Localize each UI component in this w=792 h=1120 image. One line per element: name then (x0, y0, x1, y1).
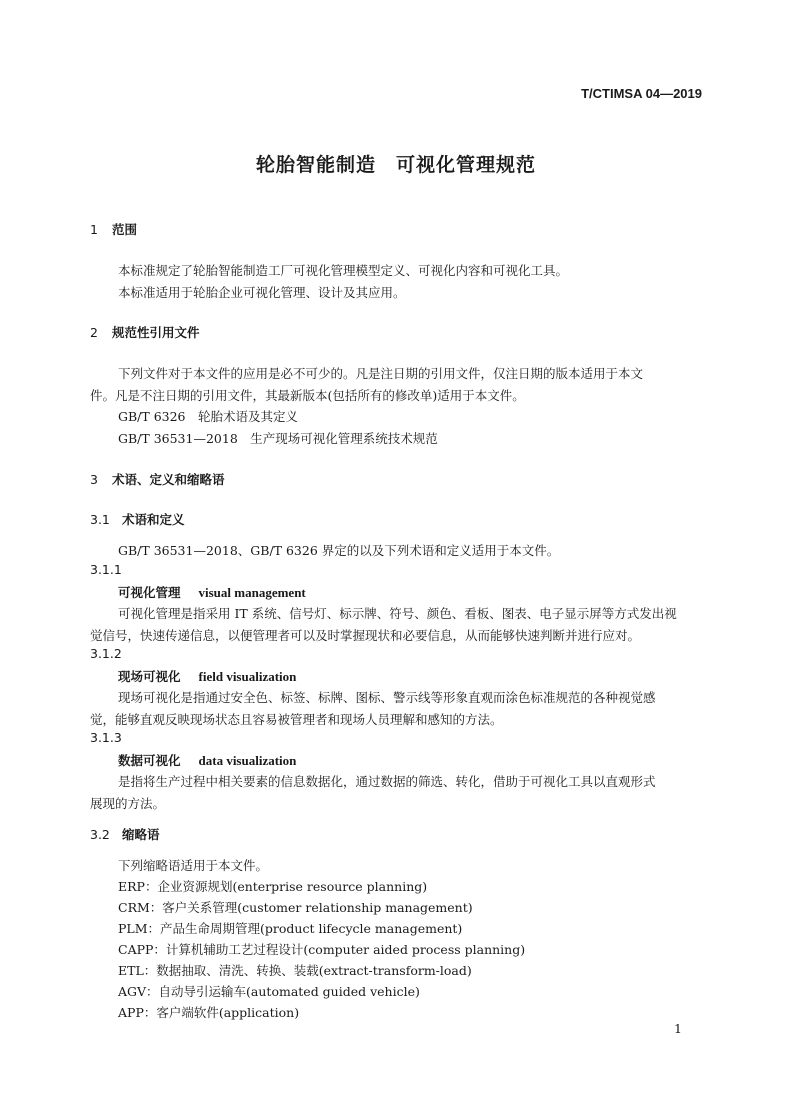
section-3-1-intro: GB/T 36531—2018、GB/T 6326 界定的以及下列术语和定义适用于本文件。 (118, 543, 560, 558)
term-3-1-3-number: 3.1.3 (90, 730, 122, 745)
term-3-1-2-definition-line-1: 现场可视化是指通过安全色、标签、标牌、图标、警示线等形象直观而涂色标准规范的各种视觉感 (118, 690, 656, 705)
term-3-1-1-definition-line-1: 可视化管理是指采用 IT 系统、信号灯、标示牌、符号、颜色、看板、图表、电子显示屏等方式发出视 (118, 606, 677, 621)
section-1-heading: 1 范围 (90, 222, 138, 237)
section-2-heading: 2 规范性引用文件 (90, 325, 200, 340)
section-3-heading: 3 术语、定义和缩略语 (90, 472, 225, 487)
term-3-1-1-number: 3.1.1 (90, 562, 122, 577)
abbreviation-capp: CAPP：计算机辅助工艺过程设计(computer aided process planning) (118, 942, 526, 957)
section-1-paragraph-1: 本标准规定了轮胎智能制造工厂可视化管理模型定义、可视化内容和可视化工具。 (118, 263, 569, 278)
abbreviation-etl: ETL：数据抽取、清洗、转换、装载(extract-transform-load) (118, 963, 472, 978)
abbreviation-crm: CRM：客户关系管理(customer relationship management) (118, 900, 473, 915)
section-3-1-heading: 3.1 术语和定义 (90, 512, 185, 527)
term-3-1-2-definition-line-2: 觉，能够直观反映现场状态且容易被管理者和现场人员理解和感知的方法。 (90, 712, 503, 727)
term-3-1-1-definition-line-2: 觉信号，快速传递信息，以便管理者可以及时掌握现状和必要信息，从而能够快速判断并进行应对。 (90, 628, 641, 643)
abbreviation-agv: AGV：自动导引运输车(automated guided vehicle) (118, 984, 420, 999)
reference-1: GB/T 6326 轮胎术语及其定义 (118, 409, 299, 424)
term-3-1-3-definition-line-2: 展现的方法。 (90, 796, 166, 811)
abbreviation-app: APP：客户端软件(application) (118, 1005, 300, 1020)
term-3-1-1-title: 可视化管理 visual management (118, 585, 306, 600)
section-3-2-heading: 3.2 缩略语 (90, 827, 160, 842)
term-3-1-3-title: 数据可视化 data visualization (118, 753, 297, 768)
term-3-1-2-title: 现场可视化 field visualization (118, 669, 297, 684)
reference-2: GB/T 36531—2018 生产现场可视化管理系统技术规范 (118, 431, 438, 446)
section-3-2-intro: 下列缩略语适用于本文件。 (118, 858, 269, 873)
section-2-paragraph-line-1: 下列文件对于本文件的应用是必不可少的。凡是注日期的引用文件，仅注日期的版本适用于本文 (118, 366, 644, 381)
section-2-paragraph-line-2: 件。凡是不注日期的引用文件，其最新版本(包括所有的修改单)适用于本文件。 (90, 388, 525, 403)
abbreviation-erp: ERP：企业资源规划(enterprise resource planning) (118, 879, 428, 894)
page-number: 1 (674, 1021, 682, 1036)
term-3-1-2-number: 3.1.2 (90, 646, 122, 661)
standard-code: T/CTIMSA 04—2019 (581, 86, 702, 101)
abbreviation-plm: PLM：产品生命周期管理(product lifecycle management) (118, 921, 463, 936)
term-3-1-3-definition-line-1: 是指将生产过程中相关要素的信息数据化，通过数据的筛选、转化，借助于可视化工具以直观形式 (118, 774, 656, 789)
section-1-paragraph-2: 本标准适用于轮胎企业可视化管理、设计及其应用。 (118, 285, 406, 300)
document-title: 轮胎智能制造 可视化管理规范 (255, 154, 536, 176)
